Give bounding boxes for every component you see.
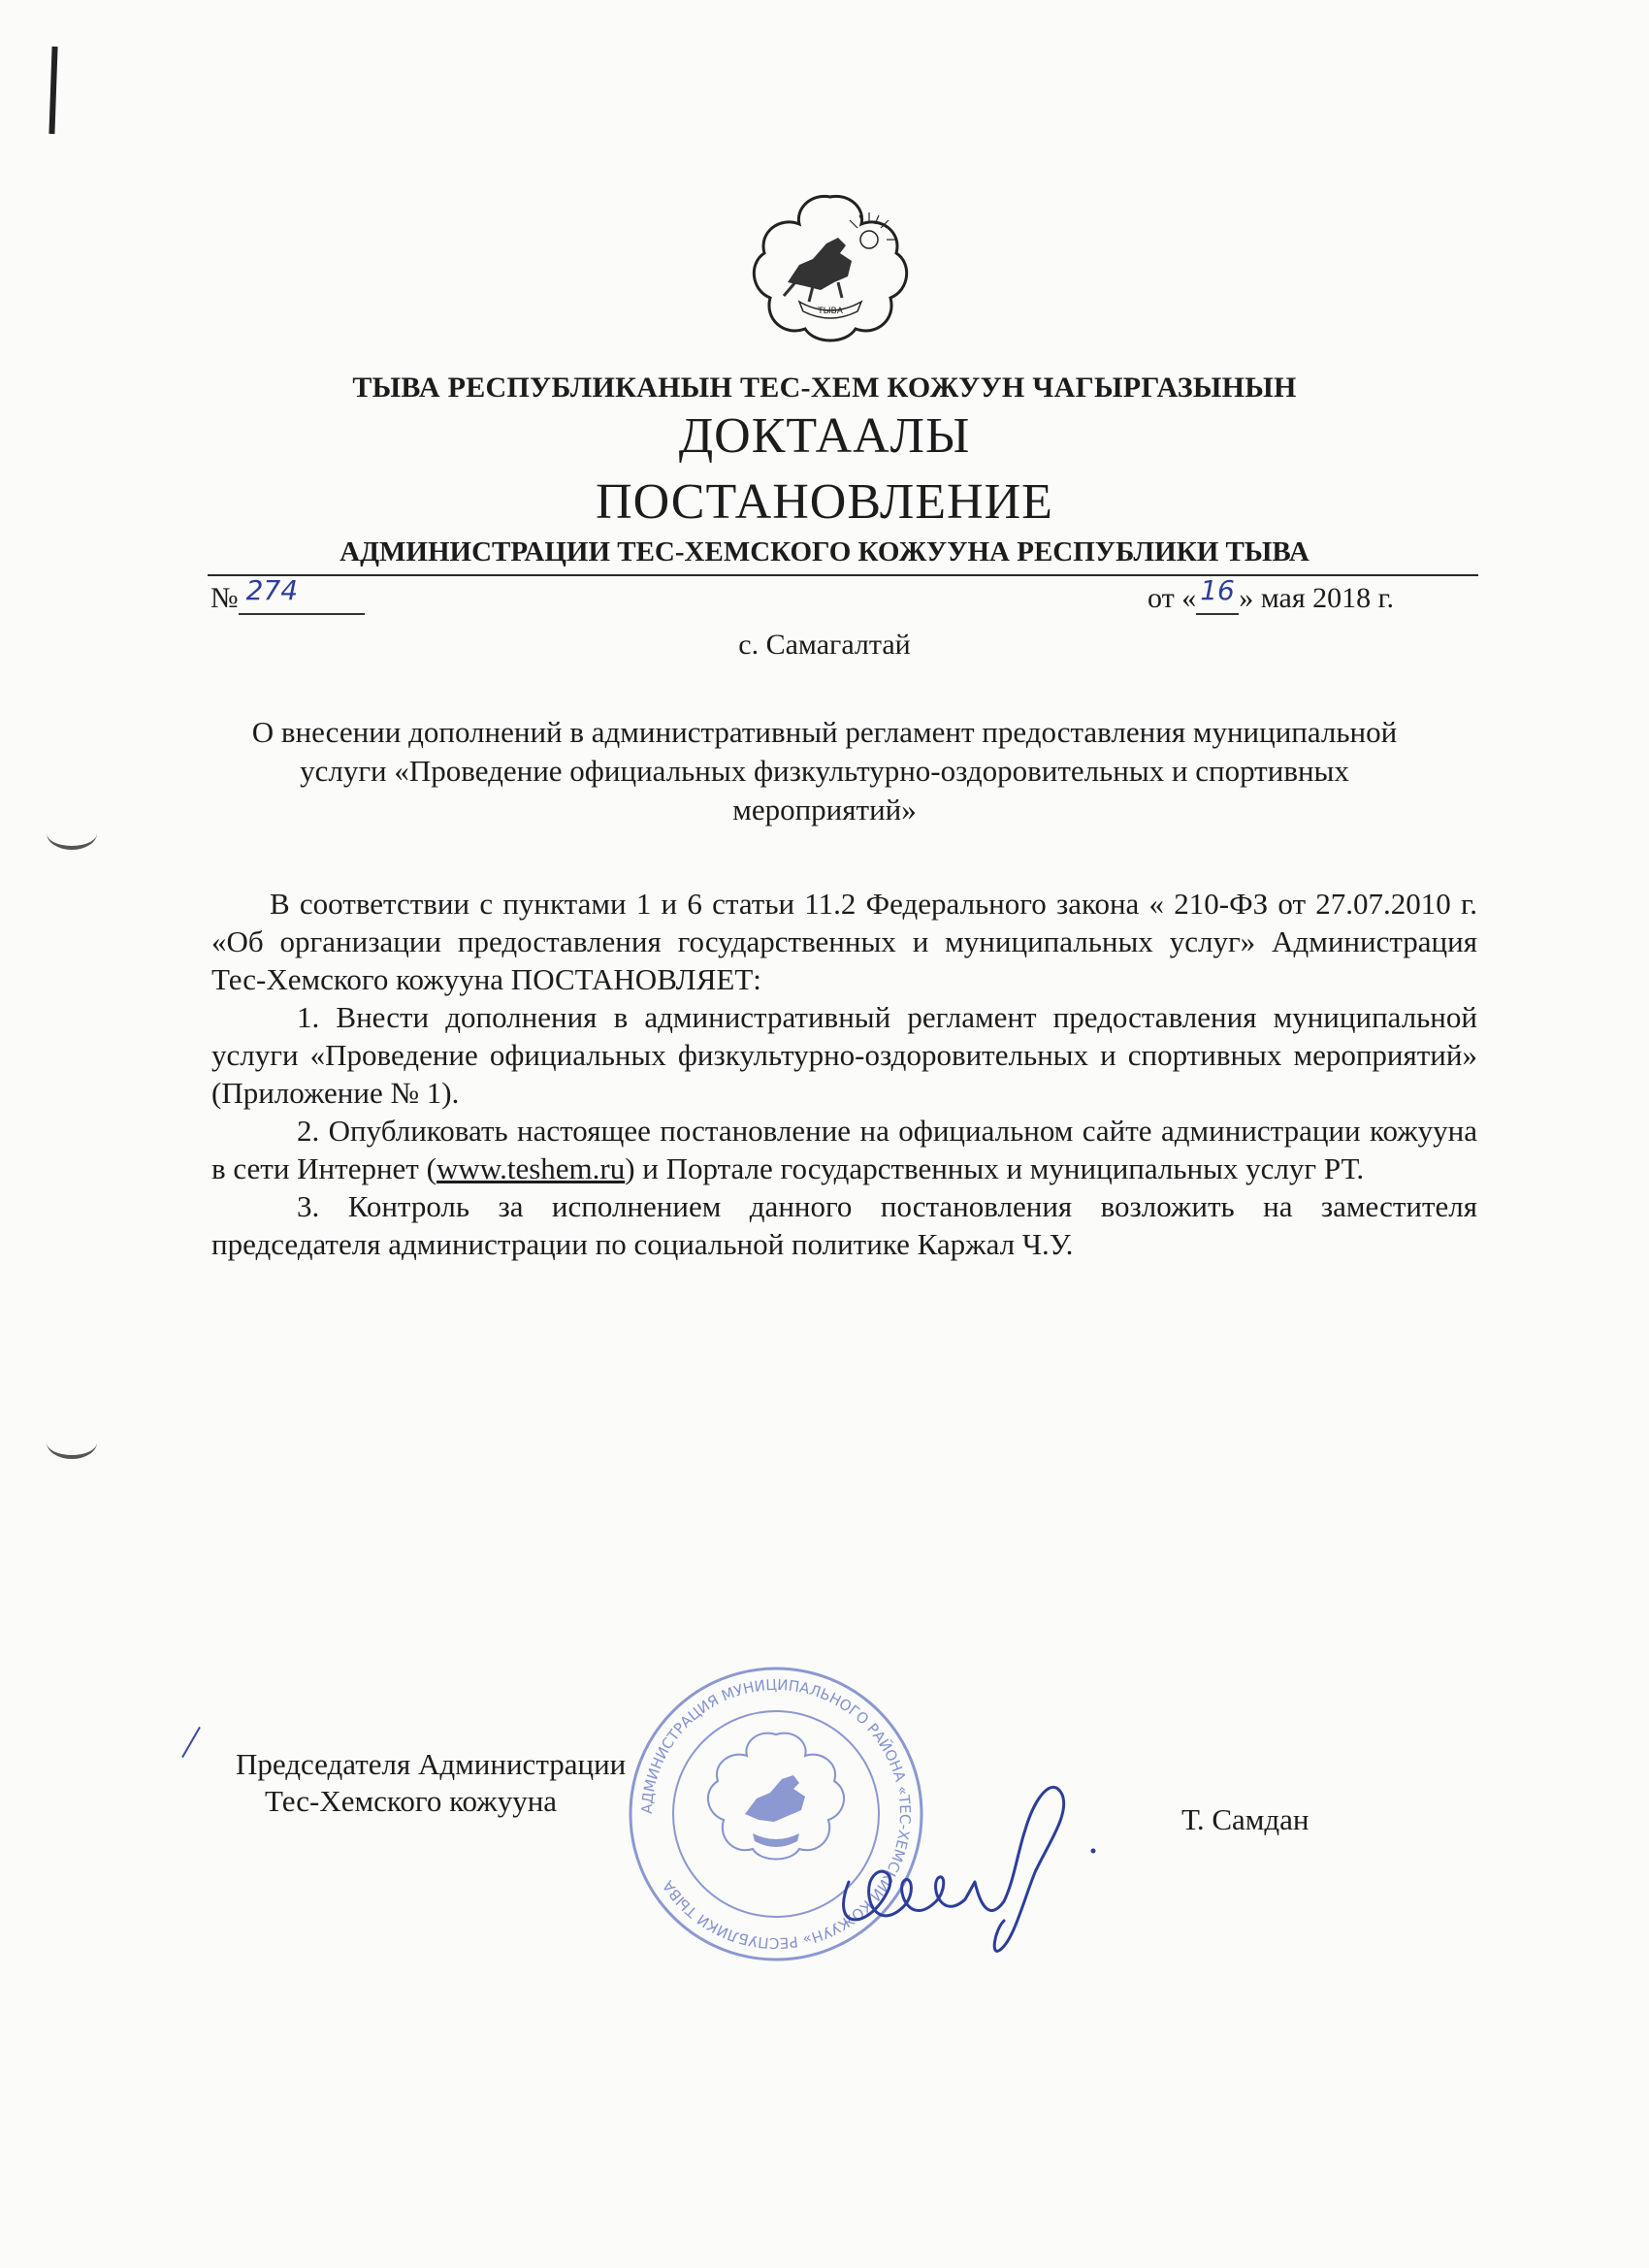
punch-hole-top (47, 813, 97, 850)
item-2 (211, 1112, 1477, 1187)
pen-tick-mark (181, 1727, 201, 1758)
item-2-text-after: ) и Портале государственных и муниципальных услуг РТ. (625, 1151, 1365, 1185)
handwritten-signature (810, 1736, 1120, 1989)
punch-hole-bottom (47, 1422, 97, 1459)
date-prefix: от « (1148, 582, 1197, 614)
document-place: с. Самагалтай (738, 629, 911, 661)
intro-paragraph: В соответствии с пунктами 1 и 6 статьи 11.2 Федерального закона « 210-ФЗ от 27.07.2010 г. «Об организации предоставления государственных и муниципальных услуг» Администрация Тес-Хемского кожууна ПОСТАНОВЛЯЕТ: (211, 887, 1477, 996)
document-subject: О внесении дополнений в административный регламент предоставления муниципальной услуги «Проведение официальных физкультурно-оздоровительных и спортивных мероприятий» (251, 715, 1398, 826)
document-number (210, 574, 365, 615)
handwritten-day: 16 (1200, 574, 1235, 606)
signatory-position-line-2: Тес-Хемского кожууна (265, 1784, 558, 1818)
signatory-position (236, 1746, 626, 1820)
number-field (239, 574, 365, 615)
item-1: 1. Внести дополнения в административный регламент предоставления муниципальной услуги «Проведение официальных физкультурно-оздоровительных и спортивных мероприятий» (Приложение № 1). (211, 1000, 1477, 1110)
signatory-position-line-1: Председателя Администрации (236, 1747, 627, 1781)
document-body (211, 885, 1477, 1263)
tyva-emblem-icon (745, 189, 916, 344)
day-field (1196, 574, 1239, 615)
item-3: 3. Контроль за исполнением данного постановления возложить на заместителя председателя администрации по социальной политике Каржал Ч.У. (211, 1189, 1477, 1261)
title-russian: ПОСТАНОВЛЕНИЕ (596, 474, 1053, 530)
svg-text:АДМИНИСТРАЦИЯ МУНИЦИПАЛЬНОГО Р: АДМИНИСТРАЦИЯ МУНИЦИПАЛЬНОГО РАЙОНА «ТЕС-ХЕМСКИЙ КОЖУУН» РЕСПУБЛИКИ ТЫВА (637, 1675, 915, 1953)
website-link[interactable]: www.teshem.ru (436, 1151, 626, 1185)
document-date (1148, 574, 1395, 615)
date-suffix: » мая 2018 г. (1239, 582, 1395, 614)
header-admin-line: АДМИНИСТРАЦИИ ТЕС-ХЕМСКОГО КОЖУУНА РЕСПУБЛИКИ ТЫВА (340, 536, 1310, 567)
item-2-text-before: 2. Опубликовать настоящее постановление на официальном сайте администрации кожууна в сети Интернет ( (211, 1114, 1477, 1185)
title-tyva: ДОКТААЛЫ (678, 408, 971, 464)
scan-edge-mark (48, 47, 57, 134)
number-prefix: № (210, 582, 239, 614)
signatory-name: Т. Самдан (1181, 1802, 1310, 1836)
header-tyva-line: ТЫВА РЕСПУБЛИКАНЫН ТЕС-ХЕМ КОЖУУН ЧАГЫРГАЗЫНЫН (352, 372, 1297, 404)
svg-text:ТЫВА: ТЫВА (818, 307, 843, 316)
header-divider (208, 574, 1478, 576)
handwritten-number: 274 (245, 574, 299, 606)
